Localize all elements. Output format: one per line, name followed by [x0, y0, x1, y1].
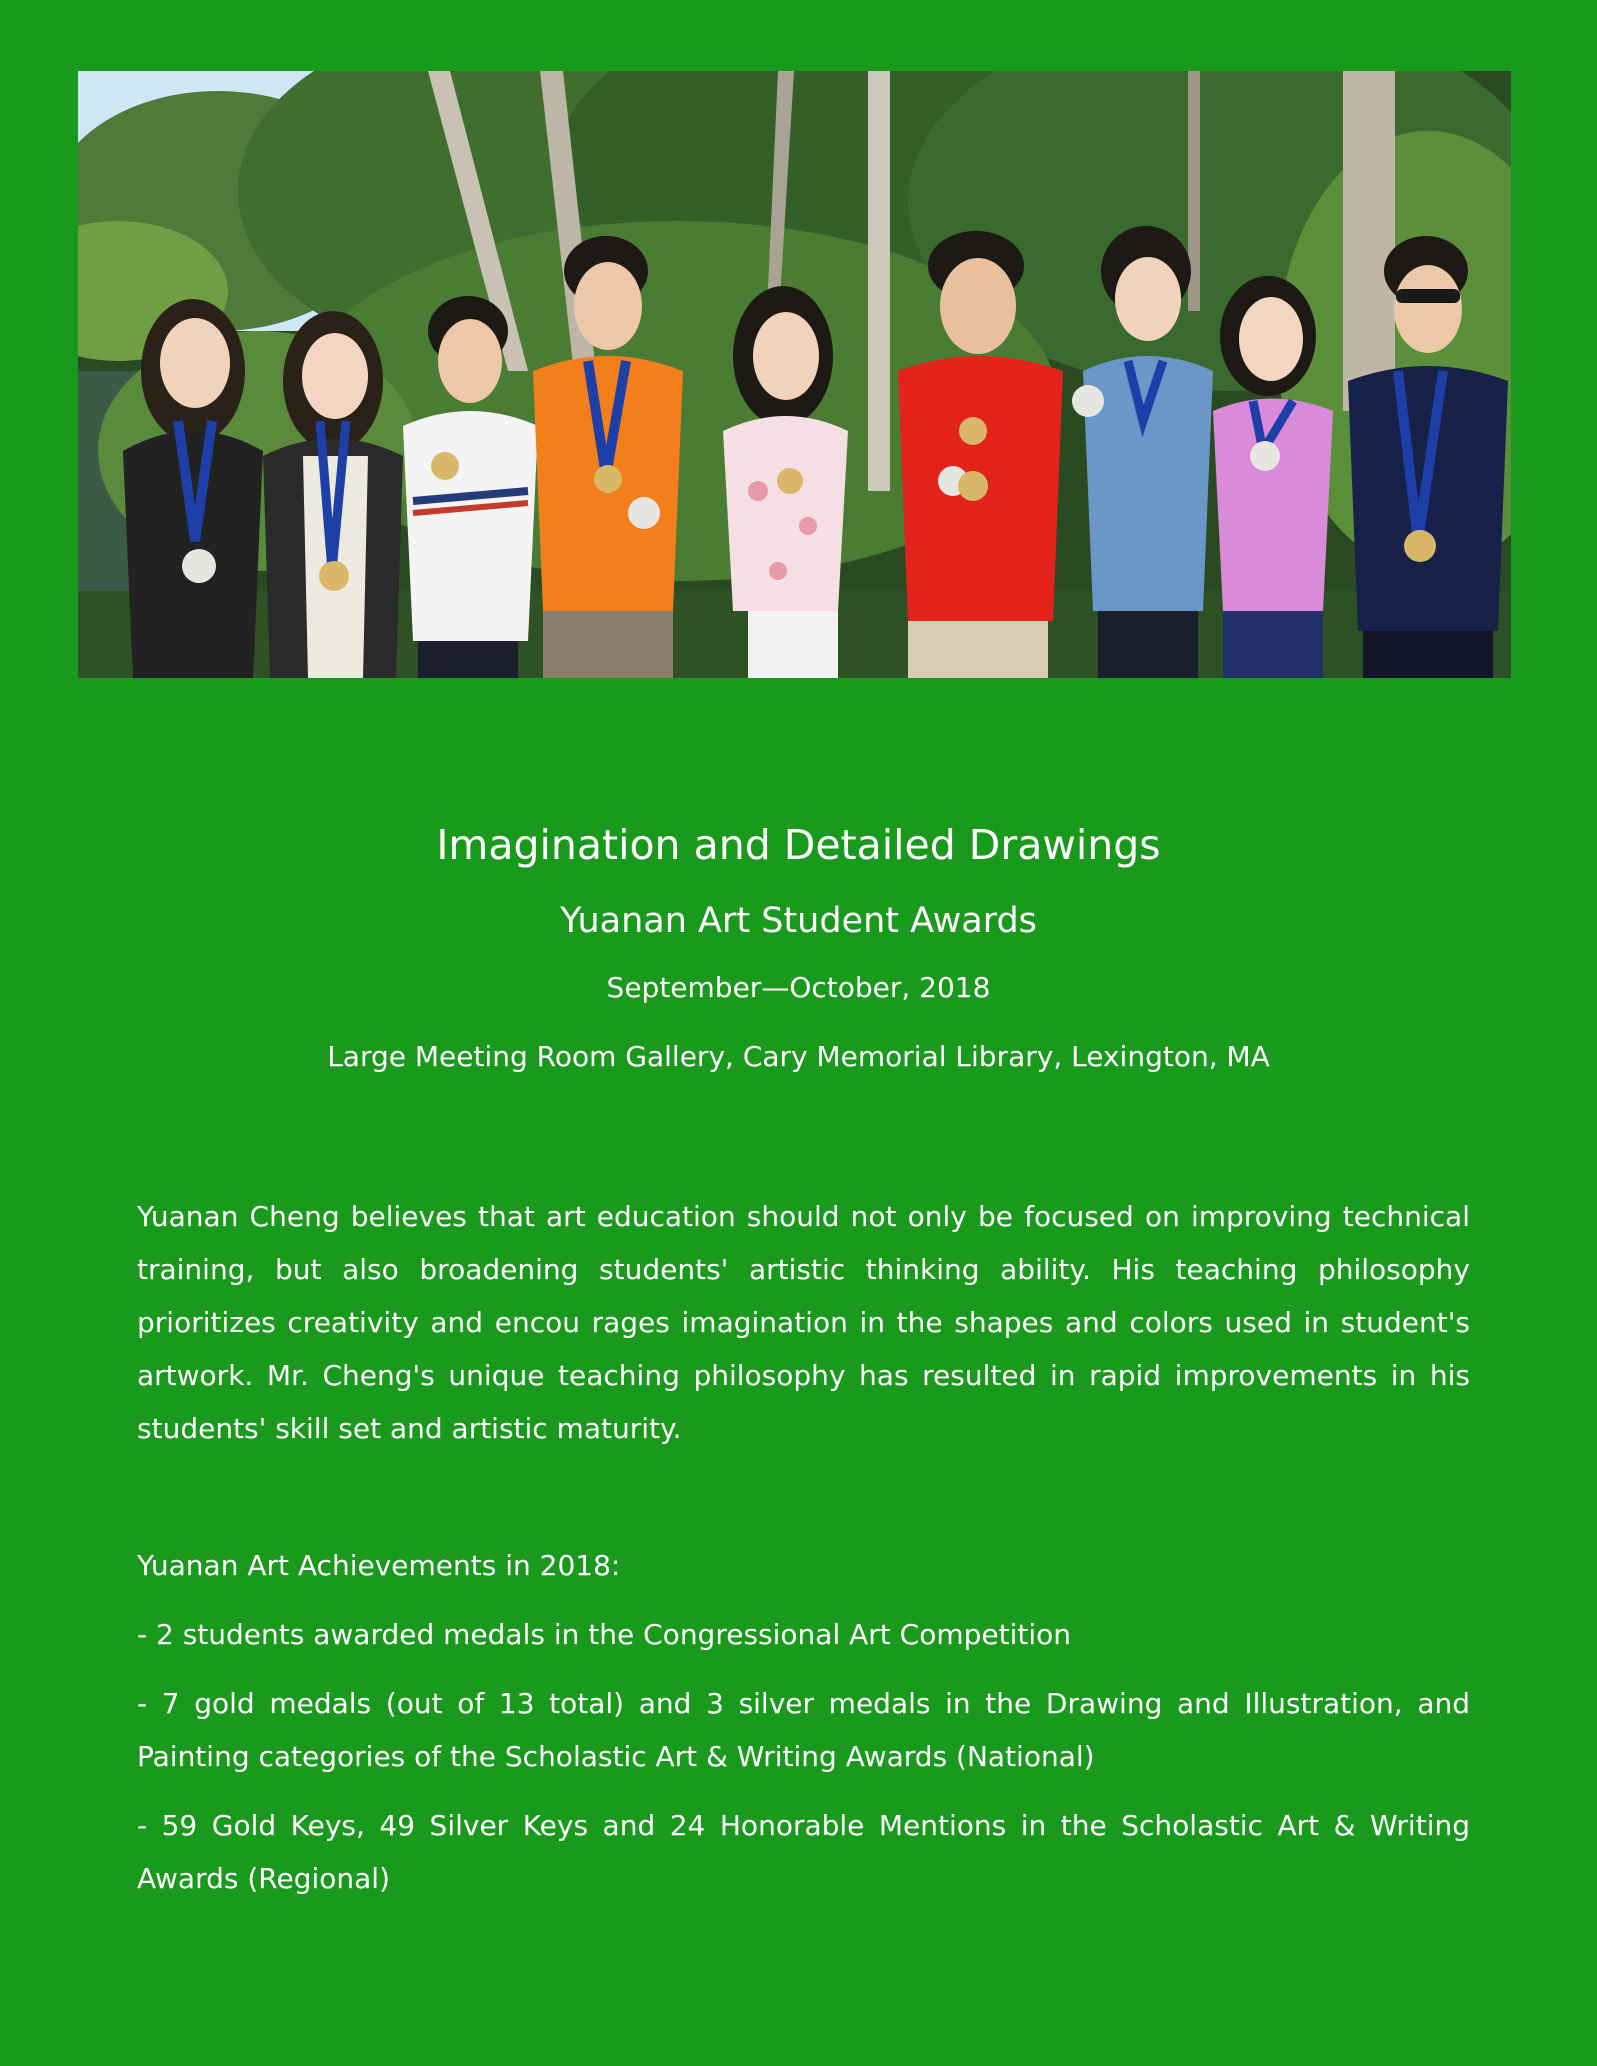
page-title: Imagination and Detailed Drawings [436, 821, 1161, 869]
event-venue: Large Meeting Room Gallery, Cary Memorial Library, Lexington, MA [327, 1040, 1270, 1073]
achievements-section [137, 1539, 1470, 1921]
intro-paragraph: Yuanan Cheng believes that art education should not only be focused on improving technical training, but also broadening students' artistic thinking ability. His teaching philosophy prioritizes creativity and encou rages imagination in the shapes and colors used in student's artwork. Mr. Cheng's unique teaching philosophy has resulted in rapid improvements in his students' skill set and artistic maturity. [137, 1200, 1470, 1445]
achievement-item: - 59 Gold Keys, 49 Silver Keys and 24 Honorable Mentions in the Scholastic Art & Writing Awards (Regional) [137, 1809, 1470, 1895]
event-dates: September—October, 2018 [606, 971, 991, 1004]
achievements-heading: Yuanan Art Achievements in 2018: [137, 1549, 621, 1582]
group-photo [78, 71, 1511, 678]
event-header [0, 810, 1597, 1079]
achievement-item: - 2 students awarded medals in the Congressional Art Competition [137, 1618, 1072, 1651]
event-subtitle: Yuanan Art Student Awards [560, 901, 1037, 941]
group-photo-illustration [78, 71, 1511, 678]
achievement-item: - 7 gold medals (out of 13 total) and 3 silver medals in the Drawing and Illustration, and Painting categories of the Scholastic Art & Writing Awards (National) [137, 1687, 1470, 1773]
